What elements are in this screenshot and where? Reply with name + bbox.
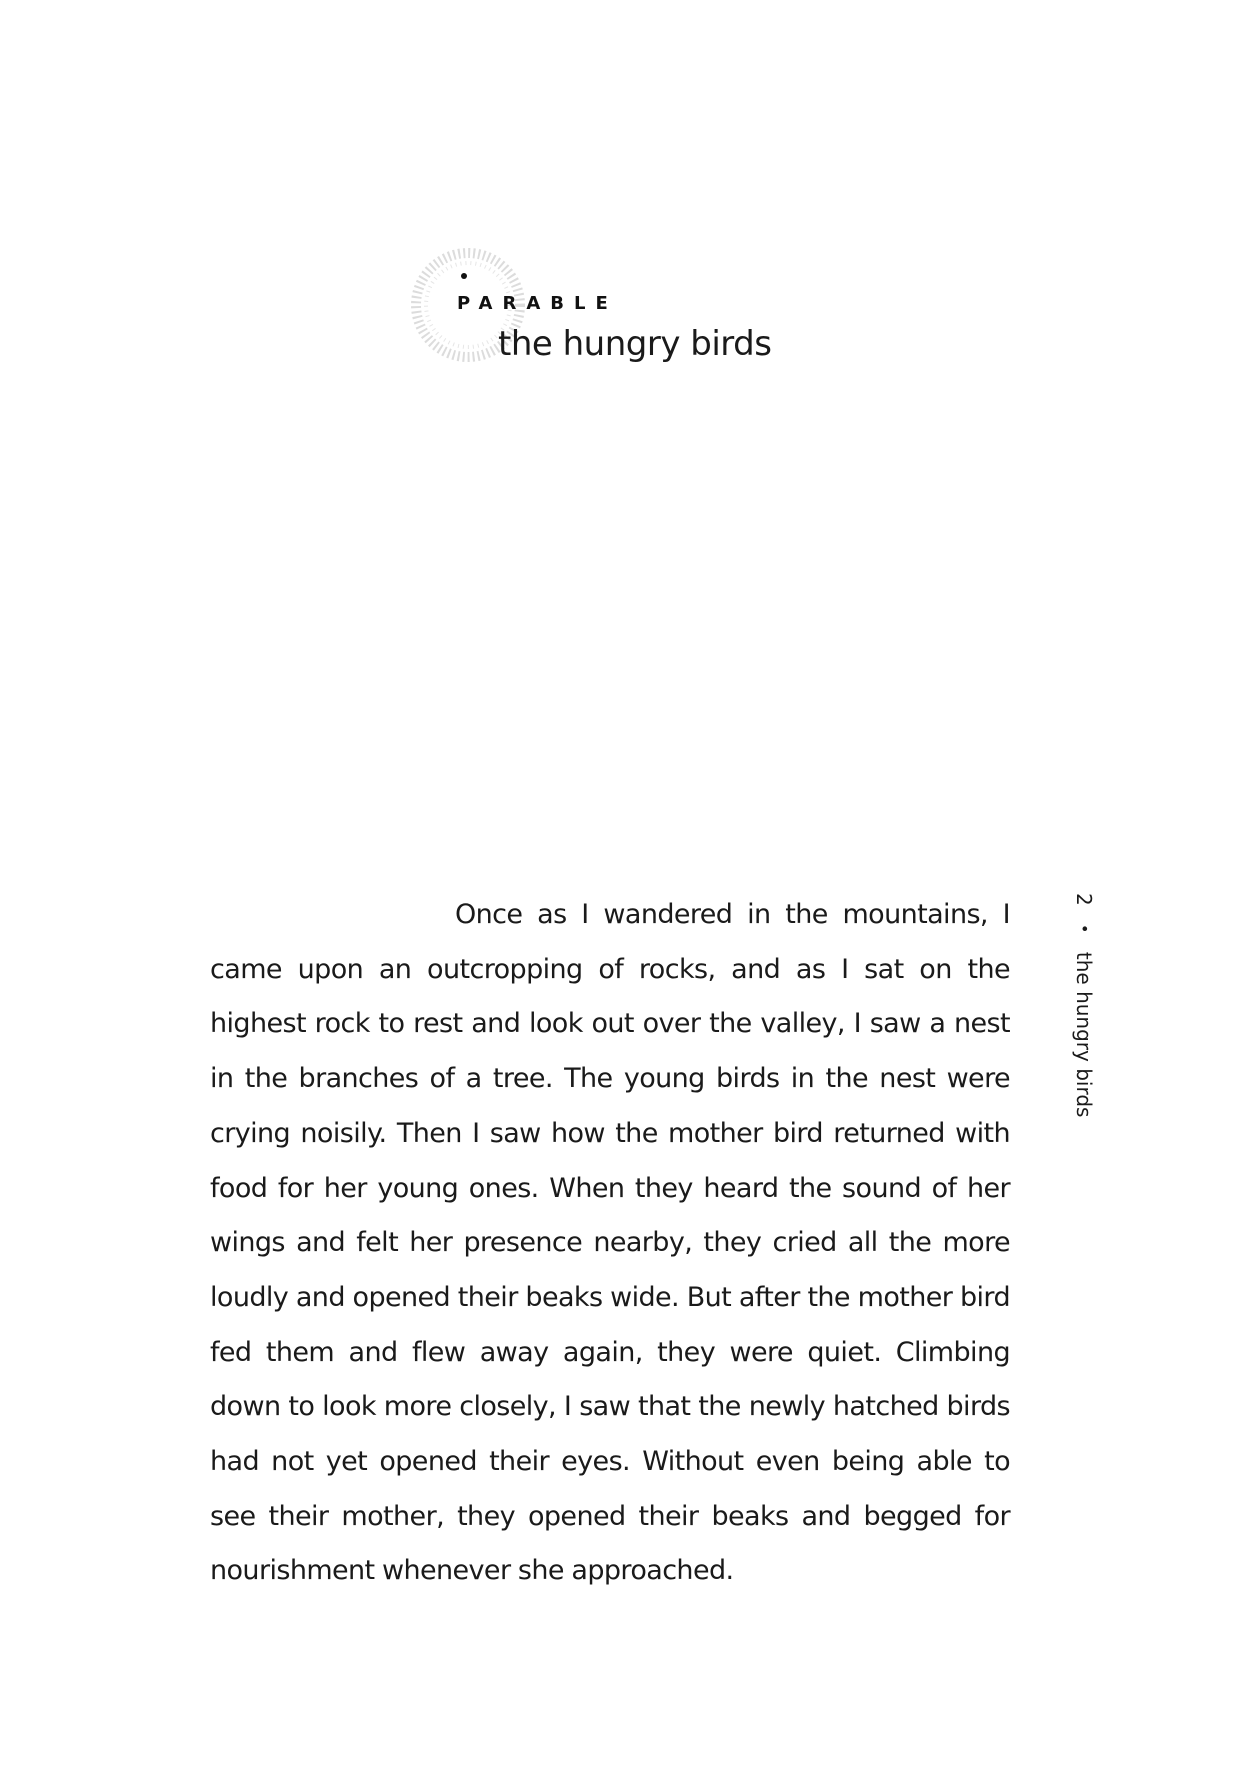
body-paragraph: Once as I wandered in the mountains, I came upon an outcropping of rocks, and as I sat on the highest rock to rest and look out over the valley, I saw a nest in the branches of a tree. The young birds in the nest were crying noisily. Then I saw how the mother bird returned with food for her young ones. When they heard the sound of her wings and felt her presence nearby, they cried all the more loudly and opened their beaks wide. But after the mother bird fed them and flew away again, they were quiet. Climbing down to look more closely, I saw that the newly hatched birds had not yet opened their eyes. Without even being able to see their mother, they opened their beaks and begged for nourishment whenever she approached.: [210, 899, 1010, 1587]
bullet-dot-icon: [461, 273, 467, 279]
running-head: [1070, 893, 1098, 1133]
chapter-title: the hungry birds: [498, 324, 772, 364]
section-label: PARABLE: [457, 293, 618, 314]
separator-bullet: •: [1075, 924, 1094, 934]
page-number: 2: [1072, 893, 1096, 906]
running-head-title: the hungry birds: [1072, 951, 1096, 1118]
